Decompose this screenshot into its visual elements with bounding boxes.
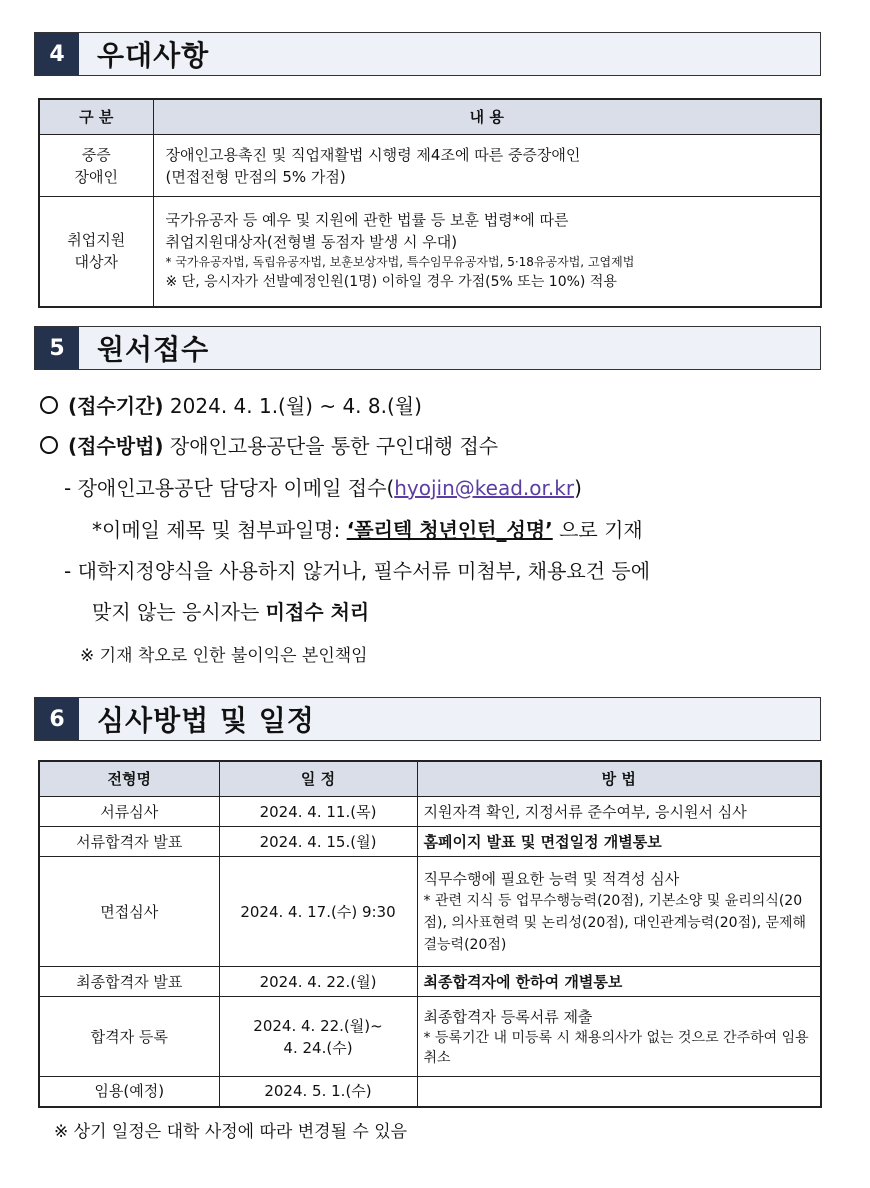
law-list: * 국가유공자법, 독립유공자법, 보훈보상자법, 특수임무유공자법, 5·18유공자법, 고엽제법 bbox=[165, 255, 635, 270]
section-4-header bbox=[34, 32, 821, 76]
table-row: 최종합격자 발표 2024. 4. 22.(월) 최종합격자에 한하여 개별통보 bbox=[39, 967, 821, 997]
email-link[interactable]: hyojin@kead.or.kr bbox=[394, 476, 575, 500]
section-number: 5 bbox=[35, 327, 79, 369]
header-category: 구 분 bbox=[39, 99, 153, 135]
method-line: (접수방법) 장애인고용공단을 통한 구인대행 접수 bbox=[40, 432, 498, 460]
period-line: (접수기간) 2024. 4. 1.(월) ~ 4. 8.(월) bbox=[40, 392, 422, 420]
table-row: 임용(예정) 2024. 5. 1.(수) bbox=[39, 1077, 821, 1107]
schedule-table bbox=[38, 760, 822, 1108]
section-5-note: ※ 기재 착오로 인한 불이익은 본인책임 bbox=[80, 646, 368, 666]
header-stage: 전형명 bbox=[39, 761, 219, 797]
circle-bullet-icon bbox=[40, 396, 58, 414]
preference-table bbox=[38, 98, 822, 308]
row-content: 국가유공자 등 예우 및 지원에 관한 법률 등 보훈 법령*에 따른 취업지원대상자(전형별 동점자 발생 시 우대) * 국가유공자법, 독립유공자법, 보훈보상자법, 특수임무유공자법, 5·18유공자법, 고엽제법 ※ 단, 응시자가 선발예정인원(1명) 이하일 경우 가점(5% 또는 10%) 적용 bbox=[153, 197, 821, 307]
table-row: 합격자 등록 2024. 4. 22.(월)~ 4. 24.(수) 최종합격자 등록서류 제출 * 등록기간 내 미등록 시 채용의사가 없는 것으로 간주하여 임용취소 bbox=[39, 997, 821, 1077]
section-title: 심사방법 및 일정 bbox=[97, 704, 315, 737]
table-row: 서류심사 2024. 4. 11.(목) 지원자격 확인, 지정서류 준수여부, 응시원서 심사 bbox=[39, 797, 821, 827]
table-row bbox=[39, 135, 821, 197]
section-title: 원서접수 bbox=[97, 333, 210, 366]
row-label: 취업지원 대상자 bbox=[39, 197, 153, 307]
section-6-header bbox=[34, 697, 821, 741]
table-row: 서류합격자 발표 2024. 4. 15.(월) 홈페이지 발표 및 면접일정 개별통보 bbox=[39, 827, 821, 857]
section-title: 우대사항 bbox=[97, 39, 210, 72]
section-number: 4 bbox=[35, 33, 79, 75]
header-schedule: 일 정 bbox=[219, 761, 417, 797]
reject-line-2: 맞지 않는 응시자는 미접수 처리 bbox=[92, 600, 370, 624]
row-note: ※ 단, 응시자가 선발예정인원(1명) 이하일 경우 가점(5% 또는 10%) 적용 bbox=[165, 274, 617, 291]
table-row bbox=[39, 197, 821, 307]
table-row: 면접심사 2024. 4. 17.(수) 9:30 직무수행에 필요한 능력 및 적격성 심사 * 관련 지식 등 업무수행능력(20점), 기본소양 및 윤리의식(20점), 의사표현력 및 논리성(20점), 대인관계능력(20점), 문제해결능력(20점) bbox=[39, 857, 821, 967]
reject-line-1: - 대학지정양식을 사용하지 않거나, 필수서류 미첨부, 채용요건 등에 bbox=[64, 559, 651, 583]
section-5-header bbox=[34, 326, 821, 370]
email-line: - 장애인고용공단 담당자 이메일 접수(hyojin@kead.or.kr) bbox=[64, 476, 582, 500]
header-content: 내 용 bbox=[153, 99, 821, 135]
section-number: 6 bbox=[35, 698, 79, 740]
schedule-footnote: ※ 상기 일정은 대학 사정에 따라 변경될 수 있음 bbox=[54, 1122, 408, 1142]
header-method: 방 법 bbox=[417, 761, 821, 797]
row-label: 중증 장애인 bbox=[39, 135, 153, 197]
circle-bullet-icon bbox=[40, 436, 58, 454]
email-subject-line: *이메일 제목 및 첨부파일명: ‘폴리텍 청년인턴_성명’ 으로 기재 bbox=[92, 518, 643, 542]
row-content: 장애인고용촉진 및 직업재활법 시행령 제4조에 따른 중증장애인 (면접전형 만점의 5% 가점) bbox=[153, 135, 821, 197]
